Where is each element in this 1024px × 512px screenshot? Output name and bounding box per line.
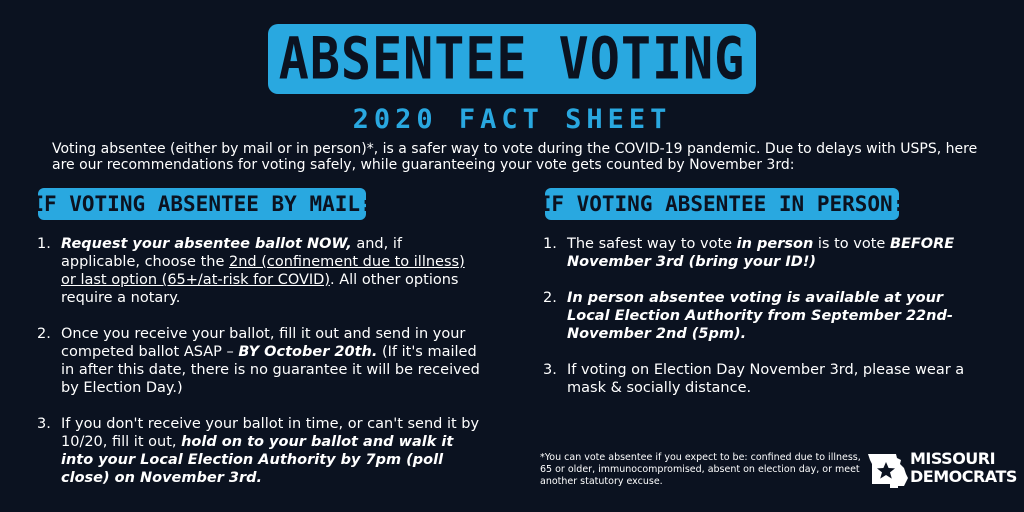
item-emphasis: In person absentee voting is available at your Local Election Authority from September 22nd-November 2nd (5pm). bbox=[567, 290, 953, 342]
item-number: 2. bbox=[37, 326, 51, 342]
page-subtitle: 2020 FACT SHEET bbox=[352, 104, 672, 135]
mail-heading-text: IF VOTING ABSENTEE BY MAIL: bbox=[31, 192, 373, 216]
item-emphasis: BY October 20th. bbox=[238, 344, 378, 360]
footnote: *You can vote absentee if you expect to be: confined due to illness, 65 or older, immunocompromised, absent on election day, or meet another statutory excuse. bbox=[540, 452, 861, 487]
item-number: 1. bbox=[37, 236, 51, 252]
item-number: 2. bbox=[543, 290, 557, 306]
title-banner bbox=[268, 24, 756, 94]
person-section-heading bbox=[538, 188, 906, 220]
item-text: is to vote bbox=[813, 236, 890, 252]
item-emphasis: hold on to your ballot and walk it into your Local Election Authority by 7pm (poll close) on November 3rd. bbox=[61, 434, 454, 486]
list-item bbox=[543, 361, 983, 397]
list-item bbox=[543, 289, 983, 343]
item-number: 3. bbox=[543, 362, 557, 378]
item-text: and, if applicable, choose the bbox=[61, 236, 402, 270]
item-text: Once you receive your ballot, fill it out and send in your competed ballot ASAP – bbox=[61, 326, 466, 360]
item-emphasis: in person bbox=[736, 236, 814, 252]
item-number: 3. bbox=[37, 416, 51, 432]
page-title: ABSENTEE VOTING bbox=[278, 25, 746, 93]
logo-line-1: MISSOURI bbox=[910, 449, 996, 468]
list-item bbox=[37, 235, 482, 307]
missouri-democrats-logo bbox=[866, 446, 1017, 490]
logo-line-2: DEMOCRATS bbox=[910, 467, 1017, 486]
item-text: (If it's mailed in after this date, there is no guarantee it will be received by Election Day.) bbox=[61, 344, 480, 396]
mail-section-heading bbox=[31, 188, 373, 220]
logo-wordmark bbox=[910, 450, 1017, 486]
item-underlined: 2nd (confinement due to illness) or last option (65+/at-risk for COVID) bbox=[61, 254, 465, 288]
person-steps-list bbox=[543, 235, 983, 415]
item-text: If you don't receive your ballot in time, or can't send it by 10/20, fill it out, bbox=[61, 416, 480, 450]
item-text: . All other options require a notary. bbox=[61, 272, 459, 306]
person-heading-text: IF VOTING ABSENTEE IN PERSON: bbox=[538, 192, 906, 216]
mail-steps-list bbox=[37, 235, 482, 505]
list-item bbox=[37, 325, 482, 397]
item-emphasis: BEFORE November 3rd (bring your ID!) bbox=[567, 236, 955, 270]
missouri-state-star-icon bbox=[866, 450, 910, 490]
item-emphasis: Request your absentee ballot NOW, bbox=[61, 236, 352, 252]
item-text: The safest way to vote bbox=[567, 236, 737, 252]
intro-paragraph: Voting absentee (either by mail or in person)*, is a safer way to vote during the COVID-19 pandemic. Due to delays with USPS, here are our recommendations for voting safely, while guaranteeing your vote gets counted by November 3rd: bbox=[52, 141, 978, 173]
list-item bbox=[543, 235, 983, 271]
item-text: If voting on Election Day November 3rd, please wear a mask & socially distance. bbox=[567, 362, 965, 396]
list-item bbox=[37, 415, 482, 487]
item-number: 1. bbox=[543, 236, 557, 252]
